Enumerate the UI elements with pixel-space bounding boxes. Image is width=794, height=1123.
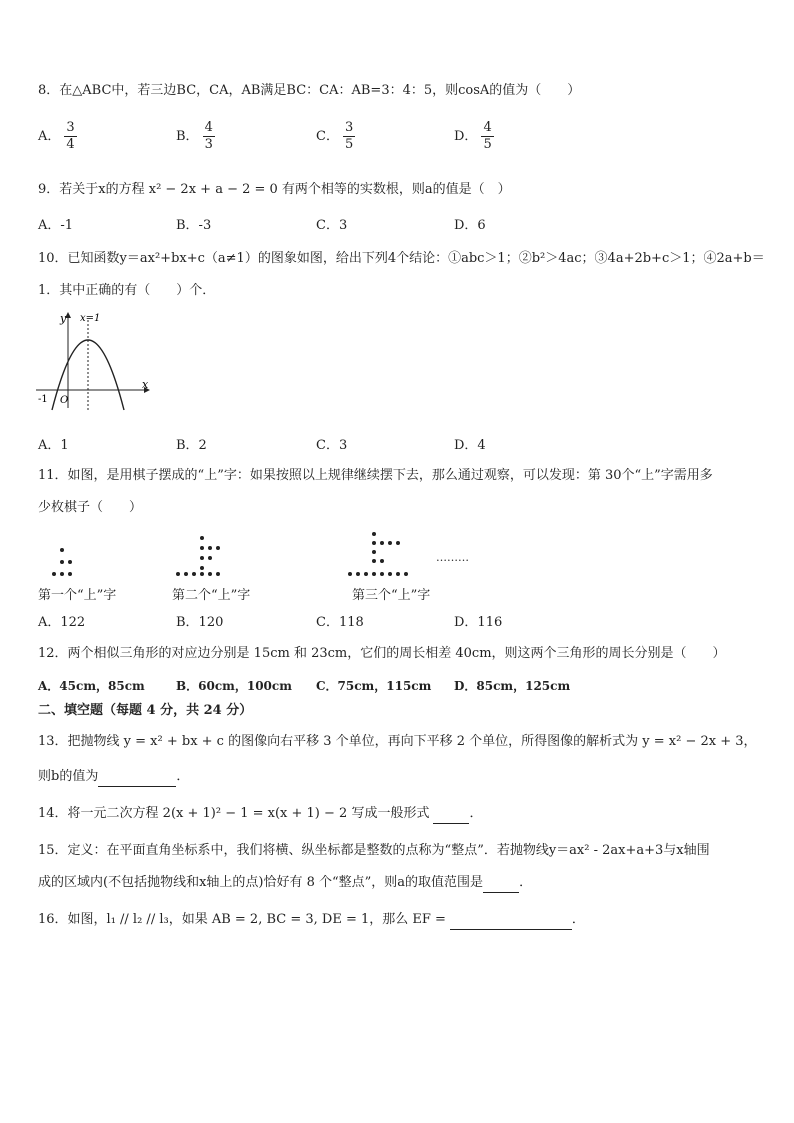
- q8-option-c[interactable]: [316, 120, 355, 153]
- q14-line: [38, 805, 482, 824]
- q10-option-c[interactable]: C．3: [316, 438, 348, 453]
- q16-line: [38, 911, 585, 930]
- shang-figure-3: [344, 530, 424, 580]
- fraction: $\frac{4}{5}$: [483, 120, 492, 152]
- q8-stem: 8．在△ABC中，若三边BC，CA，AB满足BC：CA：AB=3：4：5，则cosA的值为（ ）: [38, 83, 581, 98]
- option-label: A．: [38, 129, 61, 144]
- q11-option-c[interactable]: C．118: [316, 615, 364, 630]
- q15-answer-blank[interactable]: [483, 874, 519, 893]
- option-label: D．: [454, 129, 478, 144]
- q12-option-c[interactable]: C．75cm，115cm: [316, 679, 432, 693]
- q9-option-d[interactable]: D．6: [454, 218, 486, 233]
- q15-suffix: ．: [519, 875, 533, 890]
- q10-stem-line2: 1．其中正确的有（ ）个．: [38, 283, 216, 298]
- minus-one-label: -1: [38, 394, 48, 405]
- q11-stem-line2: 少枚棋子（ ）: [38, 500, 143, 515]
- fraction: $\frac{3}{5}$: [344, 120, 354, 152]
- q13-prefix: 则b的值为: [38, 769, 99, 784]
- caption-third: 第三个“上”字: [352, 588, 431, 603]
- option-label: C．: [316, 129, 339, 144]
- q10-stem-line1: 10．已知函数y＝ax²+bx+c（a≠1）的图象如图，给出下列4个结论：①abc＞1；②b²＞4ac；③4a+2b+c＞1；④2a+b＝: [38, 251, 765, 266]
- q9-stem: 9．若关于x的方程 x² − 2x + a − 2 = 0 有两个相等的实数根，则a的值是（ ）: [38, 182, 511, 197]
- q13-line2: [38, 768, 189, 787]
- q10-option-d[interactable]: D．4: [454, 438, 486, 453]
- q12-option-a[interactable]: A．45cm，85cm: [38, 679, 145, 693]
- q10-parabola-graph: [36, 310, 156, 410]
- q16-suffix: ．: [571, 912, 585, 927]
- q9-option-a[interactable]: A．-1: [38, 218, 74, 233]
- q11-option-a[interactable]: A．122: [38, 615, 86, 630]
- q9-option-b[interactable]: B．-3: [176, 218, 212, 233]
- q16-text: 16．如图，l₁ // l₂ // l₃，如果 AB = 2, BC = 3, DE = 1，那么 EF =: [38, 912, 446, 927]
- q13-line1: 13．把抛物线 y = x² + bx + c 的图像向右平移 3 个单位，再向下平移 2 个单位，所得图像的解析式为 y = x² − 2x + 3，: [38, 734, 757, 749]
- caption-first: 第一个“上”字: [38, 588, 117, 603]
- q14-text: 14．将一元二次方程 2(x + 1)² − 1 = x(x + 1) − 2 写成一般形式: [38, 806, 430, 821]
- q10-option-a[interactable]: A．1: [38, 438, 69, 453]
- q14-answer-blank[interactable]: [433, 805, 469, 824]
- x-label: x: [142, 378, 149, 391]
- q11-option-d[interactable]: D．116: [454, 615, 503, 630]
- q15-line1: 15．定义：在平面直角坐标系中，我们将横、纵坐标都是整数的点称为“整点”．若抛物线y＝ax² - 2ax+a+3与x轴围: [38, 843, 710, 858]
- q12-stem: 12．两个相似三角形的对应边分别是 15cm 和 23cm，它们的周长相差 40cm，则这两个三角形的周长分别是（ ）: [38, 646, 726, 661]
- section-heading: 二、填空题（每题 4 分，共 24 分）: [38, 703, 253, 718]
- shang-figure-1: [44, 540, 104, 580]
- q12-option-b[interactable]: B．60cm，100cm: [176, 679, 292, 693]
- axis-label: x=1: [80, 313, 101, 324]
- q8-option-a[interactable]: [38, 120, 77, 153]
- ellipsis: ………: [436, 551, 469, 564]
- fraction: $\frac{3}{4}$: [66, 120, 75, 152]
- q10-option-b[interactable]: B．2: [176, 438, 207, 453]
- q11-stem-line1: 11．如图，是用棋子摆成的“上”字：如果按照以上规律继续摆下去，那么通过观察，可以发现：第 30个“上”字需用多: [38, 468, 713, 483]
- q14-suffix: ．: [469, 806, 483, 821]
- q16-answer-blank[interactable]: [450, 911, 572, 930]
- y-label: y: [60, 312, 67, 325]
- q13-answer-blank[interactable]: [98, 768, 176, 787]
- shang-figure-2: [172, 534, 252, 579]
- q8-option-b[interactable]: [176, 120, 215, 153]
- q15-line2: [38, 874, 532, 893]
- q8-option-d[interactable]: [454, 120, 494, 153]
- origin-label: O: [60, 395, 69, 406]
- caption-second: 第二个“上”字: [172, 588, 251, 603]
- q15-prefix: 成的区域内(不包括抛物线和x轴上的点)恰好有 8 个“整点”，则a的取值范围是: [38, 875, 484, 890]
- fraction: $\frac{4}{3}$: [204, 120, 213, 152]
- q9-option-c[interactable]: C．3: [316, 218, 348, 233]
- option-label: B．: [176, 129, 199, 144]
- q12-option-d[interactable]: D．85cm，125cm: [454, 679, 571, 693]
- q13-suffix: ．: [176, 769, 190, 784]
- q11-option-b[interactable]: B．120: [176, 615, 224, 630]
